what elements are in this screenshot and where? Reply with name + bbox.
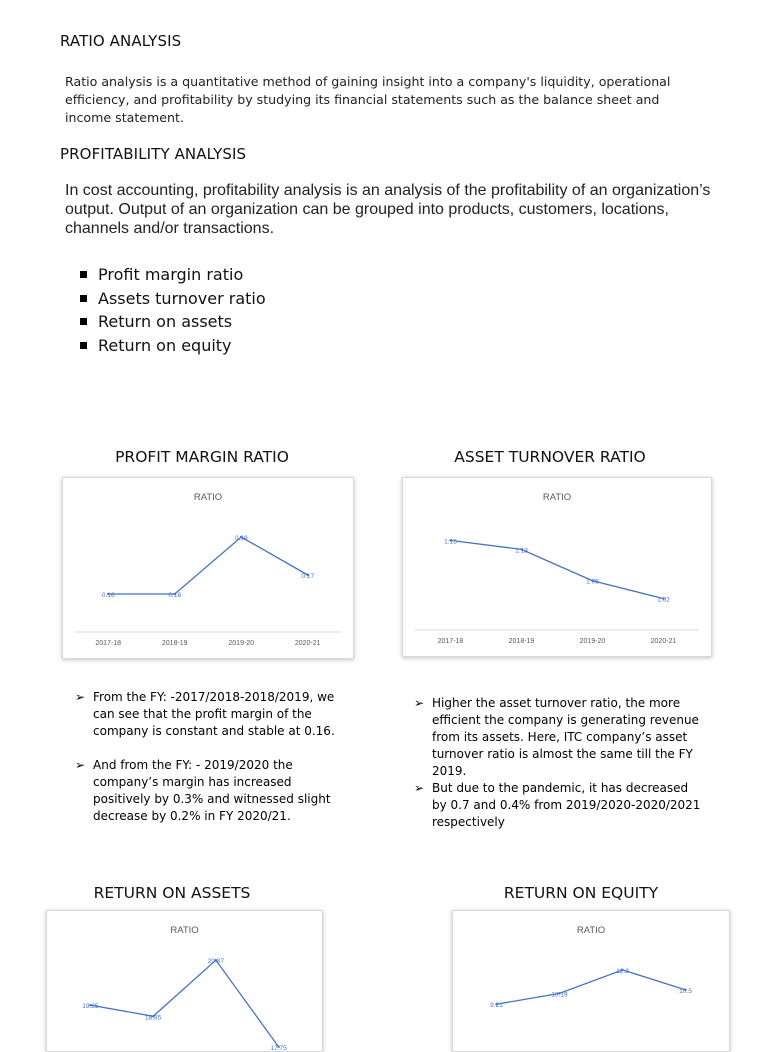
chart-title: RATIO xyxy=(193,492,223,503)
data-label: 12.3 xyxy=(616,967,629,975)
ratio-bullet-list xyxy=(64,263,266,357)
data-label: 0.19 xyxy=(234,535,248,542)
data-label: 10.5 xyxy=(679,987,692,995)
roa-heading: RETURN ON ASSETS xyxy=(93,884,251,902)
line-chart-svg xyxy=(453,911,729,1051)
list-item: Assets turnover ratio xyxy=(64,287,266,311)
data-label: 20.87 xyxy=(207,958,225,966)
series-line xyxy=(90,960,278,1047)
profit-margin-notes xyxy=(75,689,345,825)
x-tick-label: 2018-19 xyxy=(508,638,535,645)
chart-title: RATIO xyxy=(170,925,199,936)
arrow-bullet-icon: ➢ xyxy=(414,781,425,795)
list-item: Return on assets xyxy=(64,310,266,334)
arrow-bullet-icon: ➢ xyxy=(75,690,86,704)
data-label: 10.19 xyxy=(551,991,568,999)
ratio-analysis-paragraph: Ratio analysis is a quantitative method of gaining insight into a company's liquidity, operational efficiency, and profitability by studying its financial statements such as the balance sheet and income statement. xyxy=(65,74,671,125)
x-tick-label: 2019-20 xyxy=(228,640,255,647)
list-item: ➢ Higher the asset turnover ratio, the more efficient the company is generating revenue from its assets. Here, ITC company’s asset turnover ratio is almost the same till the FY 2019. xyxy=(414,696,699,778)
profit-margin-chart xyxy=(62,477,354,659)
x-tick-label: 2017-18 xyxy=(95,640,122,647)
roe-heading: RETURN ON EQUITY xyxy=(503,884,659,902)
data-label: 0.17 xyxy=(301,573,315,580)
series-line xyxy=(108,537,308,594)
data-label: 18.85 xyxy=(144,1014,162,1022)
section-title-profitability-analysis: PROFITABILITY ANALYSIS xyxy=(60,145,247,163)
asset-turnover-notes xyxy=(414,695,704,831)
chart-title: RATIO xyxy=(576,925,606,936)
data-label: 0.16 xyxy=(168,592,182,599)
data-label: 1.02 xyxy=(657,596,670,604)
line-chart-svg xyxy=(63,478,353,658)
x-tick-label: 2020-21 xyxy=(650,638,677,645)
section-title-ratio-analysis: RATIO ANALYSIS xyxy=(60,32,182,50)
profit-margin-heading: PROFIT MARGIN RATIO xyxy=(115,448,289,466)
square-bullet-icon xyxy=(80,342,87,349)
x-tick-label: 2018-19 xyxy=(161,640,188,647)
list-item: Return on equity xyxy=(64,334,266,358)
list-item: ➢ And from the FY: - 2019/2020 the company’s margin has increased positively by 0.3% and witnessed slight decrease by 0.2% in FY 2020/21. xyxy=(75,758,331,823)
square-bullet-icon xyxy=(80,271,87,278)
roa-chart xyxy=(46,910,323,1052)
x-tick-label: 2019-20 xyxy=(579,638,606,645)
data-label: 9.21 xyxy=(490,1002,503,1010)
roe-chart xyxy=(452,910,730,1052)
asset-turnover-heading: ASSET TURNOVER RATIO xyxy=(454,448,646,466)
list-item: Profit margin ratio xyxy=(64,263,266,287)
arrow-bullet-icon: ➢ xyxy=(75,758,86,772)
chart-title: RATIO xyxy=(542,492,572,503)
data-label: 1.06 xyxy=(586,578,599,586)
x-tick-label: 2020-21 xyxy=(294,640,321,647)
data-label: 1.15 xyxy=(444,538,457,546)
data-label: 1.13 xyxy=(515,547,528,555)
asset-turnover-chart xyxy=(402,477,712,657)
series-line xyxy=(497,967,686,1004)
data-label: 19.25 xyxy=(82,1003,99,1011)
square-bullet-icon xyxy=(80,318,87,325)
arrow-bullet-icon: ➢ xyxy=(414,696,425,710)
data-label: 0.16 xyxy=(101,592,115,599)
x-tick-label: 2017-18 xyxy=(437,638,464,645)
line-chart-svg xyxy=(47,911,322,1051)
list-item: ➢ From the FY: -2017/2018-2018/2019, we can see that the profit margin of the company is constant and stable at 0.16. xyxy=(75,690,335,738)
data-label: 17.75 xyxy=(270,1044,287,1051)
square-bullet-icon xyxy=(80,295,87,302)
profitability-paragraph: In cost accounting, profitability analysis is an analysis of the profitability of an organization’s output. Output of an organization can be grouped into products, customers, locations, channels and/or transactions. xyxy=(65,182,711,237)
list-item: ➢ But due to the pandemic, it has decreased by 0.7 and 0.4% from 2019/2020-2020/2021 respectively xyxy=(414,781,701,829)
series-line xyxy=(451,540,664,598)
line-chart-svg xyxy=(403,478,711,656)
